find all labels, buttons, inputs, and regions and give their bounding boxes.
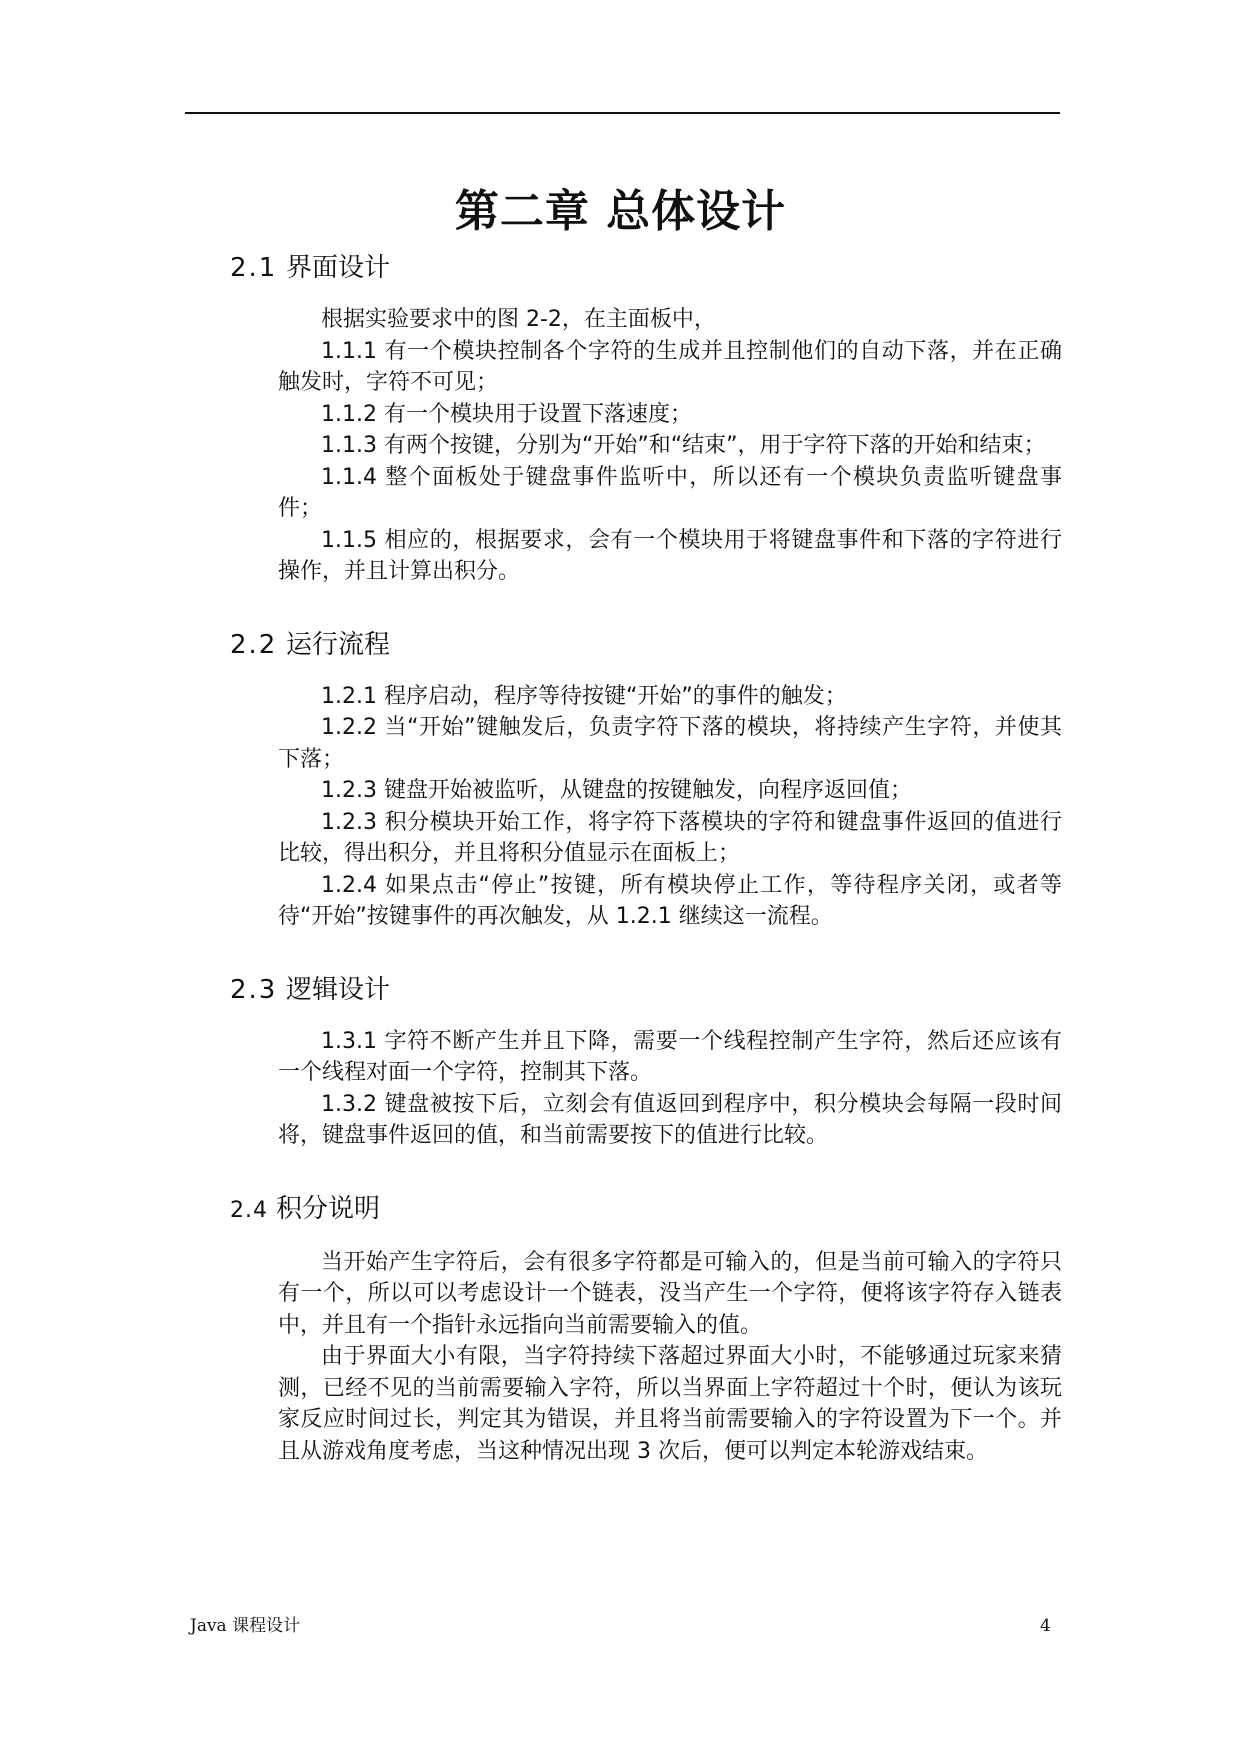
section-number: 2.4	[230, 1197, 268, 1223]
paragraph: 1.2.3 键盘开始被监听，从键盘的按键触发，向程序返回值；	[321, 778, 912, 803]
paragraph: 当开始产生字符后，会有很多字符都是可输入的，但是当前可输入的字符只有一个，所以可以考虑设计一个链表，没当产生一个字符，便将该字符存入链表中，并且有一个指针永远指向当前需要输入的值。	[278, 1249, 1062, 1338]
section-number: 2.1	[230, 253, 278, 283]
paragraph: 1.2.1 程序启动，程序等待按键“开始”的事件的触发；	[321, 683, 847, 709]
section-title: 界面设计	[286, 253, 391, 283]
section-score-description	[230, 1189, 1060, 1468]
paragraph: 由于界面大小有限，当字符持续下落超过界面大小时，不能够通过玩家来猜测，已经不见的当前需要输入字符，所以当界面上字符超过十个时，便认为该玩家反应时间过长，判定其为错误，并且将当前需要输入的字符设置为下一个。并且从游戏角度考虑，当这种情况出现 3 次后，便可以判定本轮游戏结束。	[278, 1344, 1062, 1464]
header-rule	[185, 112, 1060, 114]
footer-page-number: 4	[1040, 1616, 1051, 1636]
paragraph: 1.1.4 整个面板处于键盘事件监听中，所以还有一个模块负责监听键盘事件；	[278, 464, 1062, 521]
section-interface-design	[230, 248, 1060, 588]
section-heading	[230, 970, 1060, 1010]
section-logic-design	[230, 970, 1060, 1152]
paragraph: 1.1.1 有一个模块控制各个字符的生成并且控制他们的自动下落，并在正确触发时，字符不可见；	[278, 338, 1062, 395]
section-title: 运行流程	[286, 629, 391, 660]
section-number: 2.3	[230, 974, 278, 1005]
paragraph: 根据实验要求中的图 2-2，在主面板中，	[321, 307, 716, 332]
paragraph: 1.3.1 字符不断产生并且下降，需要一个线程控制产生字符，然后还应该有一个线程对面一个字符，控制其下落。	[278, 1028, 1062, 1085]
paragraph: 1.1.3 有两个按键，分别为“开始”和“结束”，用于字符下落的开始和结束；	[321, 433, 1046, 458]
section-number: 2.2	[230, 629, 278, 660]
section-heading	[230, 625, 1060, 665]
section-run-flow	[230, 625, 1060, 933]
paragraph: 1.2.3 积分模块开始工作，将字符下落模块的字符和键盘事件返回的值进行比较，得出积分，并且将积分值显示在面板上；	[278, 809, 1062, 866]
section-title: 积分说明	[276, 1193, 381, 1224]
section-heading	[230, 1189, 1060, 1231]
section-heading	[230, 248, 1060, 288]
paragraph: 1.1.2 有一个模块用于设置下落速度；	[321, 401, 692, 427]
paragraph: 1.2.4 如果点击“停止”按键，所有模块停止工作，等待程序关闭，或者等待“开始”按键事件的再次触发，从 1.2.1 继续这一流程。	[278, 872, 1062, 929]
footer-course-name: Java 课程设计	[190, 1616, 301, 1636]
section-title: 逻辑设计	[286, 974, 391, 1005]
chapter-title: 第二章 总体设计	[454, 186, 787, 238]
paragraph: 1.1.5 相应的，根据要求，会有一个模块用于将键盘事件和下落的字符进行操作，并且计算出积分。	[278, 527, 1062, 584]
paragraph: 1.2.2 当“开始”键触发后，负责字符下落的模块，将持续产生字符，并使其下落；	[278, 715, 1062, 772]
document-body	[230, 248, 1060, 1504]
paragraph: 1.3.2 键盘被按下后，立刻会有值返回到程序中，积分模块会每隔一段时间将，键盘事件返回的值，和当前需要按下的值进行比较。	[278, 1091, 1062, 1148]
